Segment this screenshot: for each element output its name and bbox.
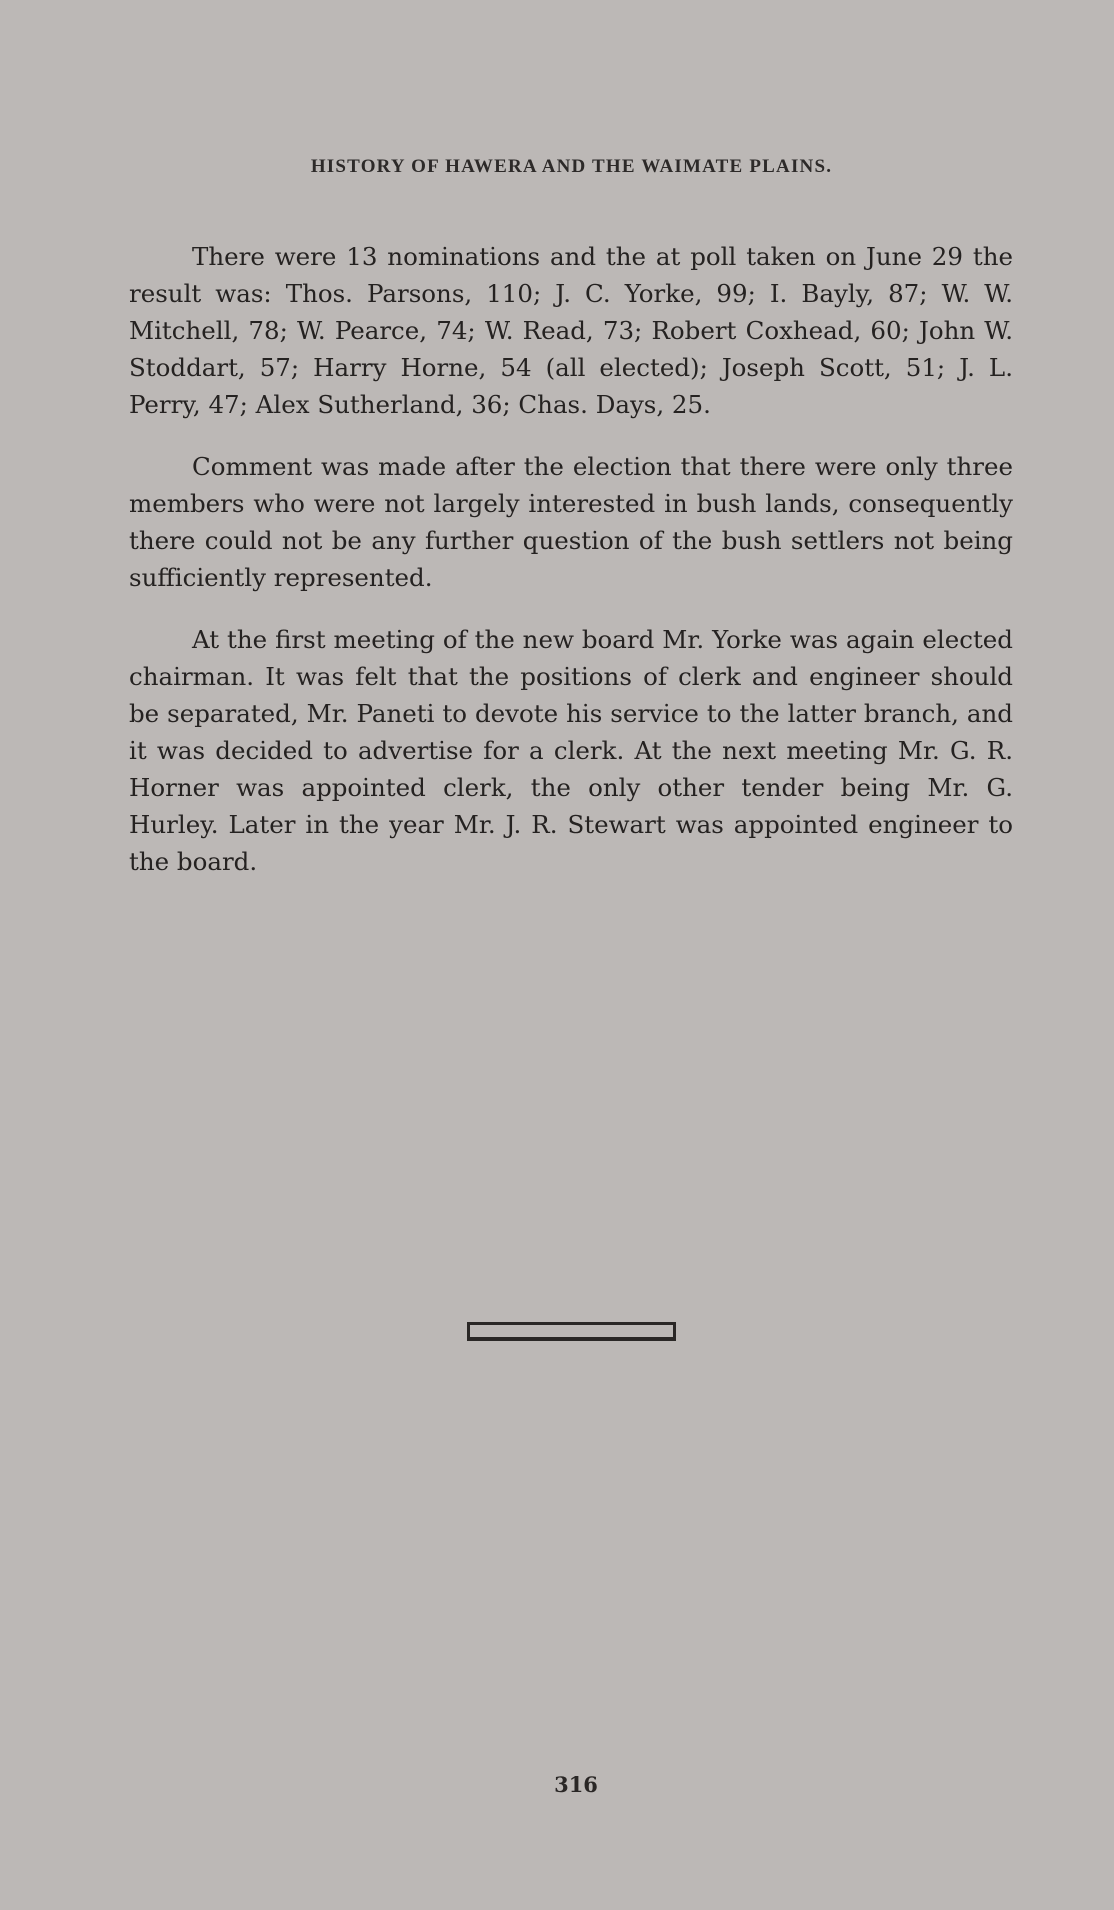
running-head: HISTORY OF HAWERA AND THE WAIMATE PLAINS. (310, 156, 833, 177)
page-number: 316 (554, 1772, 598, 1797)
paragraph-election-comment: Comment was made after the election that there were only three members who were not largely interested in bush lands, consequently there could not be any further question of the bush settlers not being sufficiently represented. (129, 452, 1013, 592)
paragraph-board-meeting: At the first meeting of the new board Mr. Yorke was again elected chairman. It was felt that the positions of clerk and engineer should be separated, Mr. Paneti to devote his service to the latter branch, and it was decided to advertise for a clerk. At the next meeting Mr. G. R. Horner was appointed clerk, the only other tender being Mr. G. Hurley. Later in the year Mr. J. R. Stewart was appointed engineer to the board. (129, 625, 1013, 876)
paragraph-election-results: There were 13 nominations and the at poll taken on June 29 the result was: Thos. Parsons, 110; J. C. Yorke, 99; I. Bayly, 87; W. W. Mitchell, 78; W. Pearce, 74; W. Read, 73; Robert Coxhead, 60; John W. Stoddart, 57; Harry Horne, 54 (all elected); Joseph Scott, 51; J. L. Perry, 47; Alex Sutherland, 36; Chas. Days, 25. (129, 242, 1013, 419)
section-end-ornament (467, 1322, 676, 1341)
body-text (129, 238, 1013, 905)
